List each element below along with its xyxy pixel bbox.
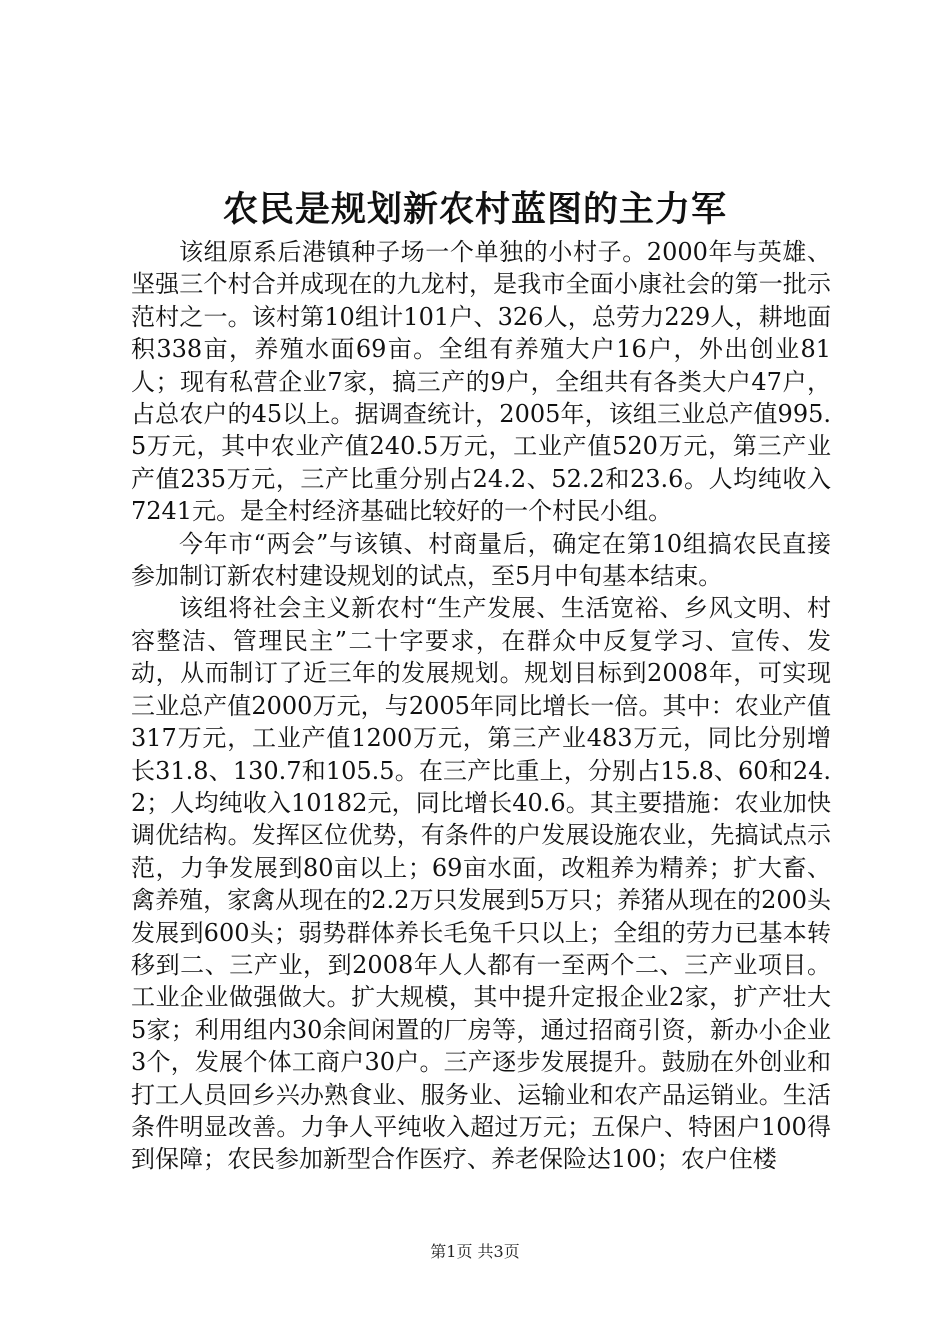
document-body [131,236,831,1176]
paragraph-3: 该组将社会主义新农村“生产发展、生活宽裕、乡风文明、村容整洁、管理民主”二十字要求，在群众中反复学习、宣传、发动，从而制订了近三年的发展规划。规划目标到2008年，可实现三业总产值2000万元，与2005年同比增长一倍。其中：农业产值317万元，工业产值1200万元，第三产业483万元，同比分别增长31.8、130.7和105.5。在三产比重上，分别占15.8、60和24.2；人均纯收入10182元，同比增长40.6。其主要措施：农业加快调优结构。发挥区位优势，有条件的户发展设施农业，先搞试点示范，力争发展到80亩以上；69亩水面，改粗养为精养；扩大畜、禽养殖，家禽从现在的2.2万只发展到5万只；养猪从现在的200头发展到600头；弱势群体养长毛兔千只以上；全组的劳力已基本转移到二、三产业，到2008年人人都有一至两个二、三产业项目。工业企业做强做大。扩大规模，其中提升定报企业2家，扩产壮大5家；利用组内30余间闲置的厂房等，通过招商引资，新办小企业3个，发展个体工商户30户。三产逐步发展提升。鼓励在外创业和打工人员回乡兴办熟食业、服务业、运输业和农产品运销业。生活条件明显改善。力争人平纯收入超过万元；五保户、特困户100得到保障；农民参加新型合作医疗、养老保险达100；农户住楼 [131,594,831,1174]
paragraph-2: 今年市“两会”与该镇、村商量后，确定在第10组搞农民直接参加制订新农村建设规划的试点，至5月中旬基本结束。 [131,529,831,591]
page-number-footer: 第1页 共3页 [430,1242,520,1261]
document-title: 农民是规划新农村蓝图的主力军 [222,189,727,230]
paragraph-1: 该组原系后港镇种子场一个单独的小村子。2000年与英雄、坚强三个村合并成现在的九龙村，是我市全面小康社会的第一批示范村之一。该村第10组计101户、326人，总劳力229人，耕地面积338亩，养殖水面69亩。全组有养殖大户16户，外出创业81人；现有私营企业7家，搞三产的9户，全组共有各类大户47户，占总农户的45以上。据调查统计，2005年，该组三业总产值995.5万元，其中农业产值240.5万元，工业产值520万元，第三产业产值235万元，三产比重分别占24.2、52.2和23.6。人均纯收入7241元。是全村经济基础比较好的一个村民小组。 [131,238,831,526]
